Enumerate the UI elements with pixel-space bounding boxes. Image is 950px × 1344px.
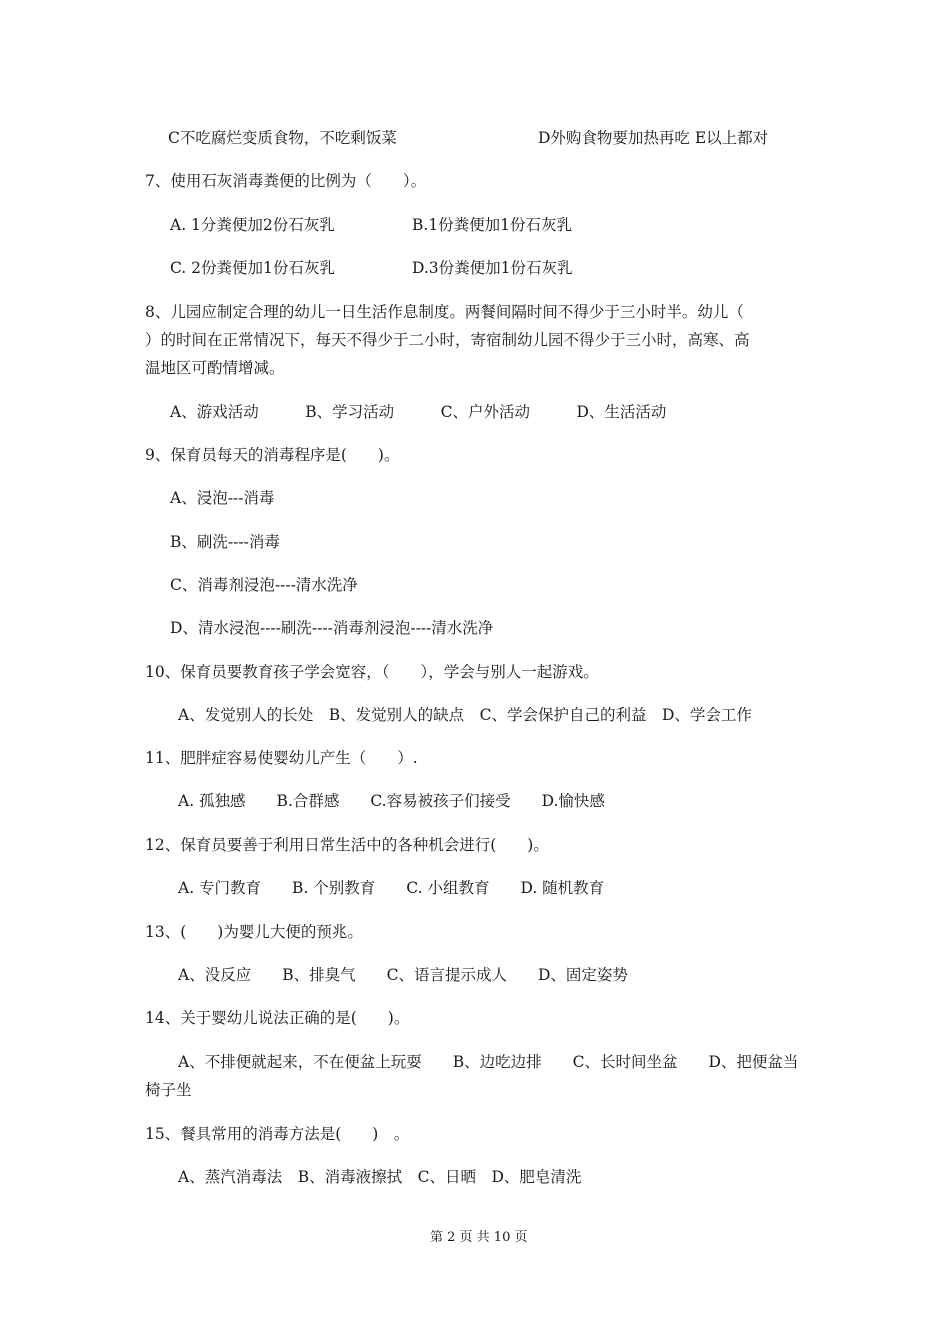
q14-options-line1: A、不排便就起来，不在便盆上玩耍 B、边吃边排 C、长时间坐盆 D、把便盆当 [178,1053,799,1071]
q14-options-line2: 椅子坐 [145,1081,192,1099]
q9-option-b: B、刷洗----消毒 [170,533,280,551]
q7-option-d: D.3份粪便加1份石灰乳 [412,259,573,277]
q6-option-de: D外购食物要加热再吃 E以上都对 [538,129,769,147]
page-number-footer: 第 2 页 共 10 页 [430,1230,528,1245]
q12-options: A. 专门教育 B. 个别教育 C. 小组教育 D. 随机教育 [178,879,605,897]
q9-option-d: D、清水浸泡----刷洗----消毒剂浸泡----清水洗净 [170,619,494,637]
q13-options: A、没反应 B、排臭气 C、语言提示成人 D、固定姿势 [178,966,628,984]
q15-options: A、蒸汽消毒法 B、消毒液擦拭 C、日晒 D、肥皂清洗 [178,1168,582,1186]
q11-options: A. 孤独感 B.合群感 C.容易被孩子们接受 D.愉快感 [178,792,605,810]
q7-option-b: B.1份粪便加1份石灰乳 [412,216,573,234]
q15-stem: 15、餐具常用的消毒方法是( ) 。 [145,1125,410,1143]
q14-stem: 14、关于婴幼儿说法正确的是( )。 [145,1009,410,1027]
q9-stem: 9、保育员每天的消毒程序是( )。 [145,446,400,464]
q9-option-c: C、消毒剂浸泡----清水洗净 [170,576,358,594]
q6-option-c: C不吃腐烂变质食物，不吃剩饭菜 [168,129,397,147]
q8-stem-line1: 8、儿园应制定合理的幼儿一日生活作息制度。两餐间隔时间不得少于三小时半。幼儿（ [145,303,744,321]
q7-option-c: C. 2份粪便加1份石灰乳 [170,259,335,277]
q10-stem: 10、保育员要教育孩子学会宽容，（ ），学会与别人一起游戏。 [145,663,599,681]
q12-stem: 12、保育员要善于利用日常生活中的各种机会进行( )。 [145,836,549,854]
q8-stem-line3: 温地区可酌情增减。 [145,359,285,377]
q7-option-a: A. 1分粪便加2份石灰乳 [170,216,335,234]
q9-option-a: A、浸泡---消毒 [170,489,275,507]
q8-stem-line2: ）的时间在正常情况下，每天不得少于二小时，寄宿制幼儿园不得少于三小时，高寒、高 [145,331,750,349]
q8-options: A、游戏活动 B、学习活动 C、户外活动 D、生活活动 [170,403,667,421]
q10-options: A、发觉别人的长处 B、发觉别人的缺点 C、学会保护自己的利益 D、学会工作 [178,706,752,724]
q7-stem: 7、使用石灰消毒粪便的比例为（ ）。 [145,172,427,190]
q13-stem: 13、( )为婴儿大便的预兆。 [145,923,363,941]
q11-stem: 11、肥胖症容易使婴幼儿产生（ ）. [145,749,418,767]
